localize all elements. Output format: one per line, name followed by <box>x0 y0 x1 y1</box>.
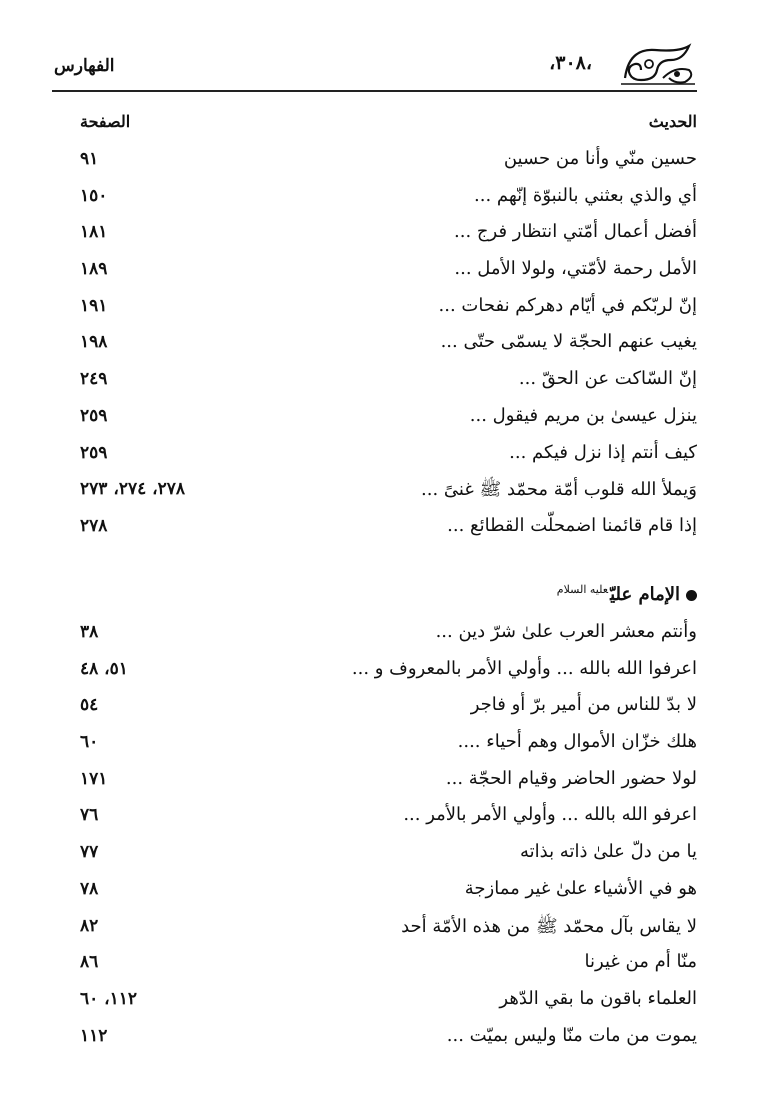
page-reference: ١٩٨ <box>80 332 108 353</box>
index-row <box>80 144 697 181</box>
page-reference: ١٧١ <box>80 768 108 789</box>
index-row <box>80 984 697 1021</box>
hadith-text: لولا حضور الحاضر وقيام الحجّة ... <box>445 767 697 789</box>
hadith-text: أفضل أعمال أمّتي انتظار فرج ... <box>454 221 697 243</box>
index-row <box>80 327 697 364</box>
index-row <box>80 911 697 948</box>
page-reference: ٧٦ <box>80 805 99 826</box>
column-headers <box>80 112 697 138</box>
page-reference: ٥١، ٤٨ <box>80 658 128 679</box>
page-reference: ١٨١ <box>80 222 108 243</box>
index-row <box>80 401 697 438</box>
page-reference: ١٩١ <box>80 295 108 316</box>
hadith-text: وأنتم معشر العرب علىٰ شرّ دين ... <box>435 621 697 642</box>
index-row <box>80 474 697 511</box>
hadith-text: إذا قام قائمنا اضمحلّت القطائع ... <box>447 514 697 536</box>
hadith-text: كيف أنتم إذا نزل فيكم ... <box>509 441 697 463</box>
hadith-text: وَيملأ الله قلوب أمّة محمّد ﷺ غنىً ... <box>421 479 697 501</box>
hadith-text: لا يقاس بآل محمّد ﷺ من هذه الأمّة أحد <box>401 915 697 937</box>
hadith-text: اعرفوا الله بالله ... وأولي الأمر بالمعروف و ... <box>351 657 697 679</box>
page-reference: ٨٦ <box>80 952 99 973</box>
index-row <box>80 947 697 984</box>
index-row <box>80 874 697 911</box>
page-reference: ٢٧٨ <box>80 515 108 536</box>
section-title: الإمام عليّ <box>610 584 680 605</box>
page-reference: ١٨٩ <box>80 259 108 280</box>
hadith-text: إنّ لربّكم في أيّام دهركم نفحات ... <box>438 294 697 316</box>
hadith-text: يموت من مات منّا وليس بميّت ... <box>446 1024 697 1046</box>
page-reference: ٢٥٩ <box>80 442 108 463</box>
page-column-header: الصفحة <box>80 112 131 131</box>
index-row <box>80 1021 697 1058</box>
index-row <box>80 654 697 691</box>
index-row <box>80 690 697 727</box>
index-row <box>80 617 697 654</box>
hadith-text: حسين منّي وأنا من حسين <box>503 148 697 169</box>
index-row <box>80 217 697 254</box>
index-row <box>80 511 697 548</box>
page-reference: ١١٢، ٦٠ <box>80 988 138 1009</box>
index-row <box>80 764 697 801</box>
page-reference: ٦٠ <box>80 732 99 753</box>
running-title: الفهارس <box>54 56 115 76</box>
hadith-text: هلك خزّان الأموال وهم أحياء .... <box>457 731 697 753</box>
index-row <box>80 727 697 764</box>
imam-ali-index-list <box>80 617 697 1057</box>
page-reference: ٢٤٩ <box>80 369 108 390</box>
page-reference: ١٥٠ <box>80 185 108 206</box>
index-row <box>80 254 697 291</box>
hadith-text: اعرفو الله بالله ... وأولي الأمر بالأمر ... <box>403 804 697 826</box>
hadith-text: منّا أم من غيرنا <box>584 951 697 973</box>
page-reference: ٢٧٨، ٢٧٤، ٢٧٣ <box>80 479 186 500</box>
index-row <box>80 800 697 837</box>
hadith-text: هو في الأشياء علىٰ غير ممازجة <box>464 877 697 899</box>
index-row <box>80 291 697 328</box>
hadith-text: إنّ السّاكت عن الحقّ ... <box>518 368 697 390</box>
hadith-text: يا من دلّ علىٰ ذاته بذاته <box>519 841 697 863</box>
hadith-text: يغيب عنهم الحجّة لا يسمّى حتّى ... <box>440 331 697 353</box>
hadith-text: لا بدّ للناس من أمير برّ أو فاجر <box>470 694 697 716</box>
index-row <box>80 438 697 475</box>
page-number: ،٣٠٨، <box>549 52 592 74</box>
hadith-index-list <box>80 144 697 548</box>
page-reference: ٥٤ <box>80 695 99 716</box>
index-row <box>80 364 697 401</box>
page-header <box>52 38 697 92</box>
hadith-text: الأمل رحمة لأمّتي، ولولا الأمل ... <box>454 258 697 280</box>
hadith-text: أي والذي بعثني بالنبوّة إنّهم ... <box>474 184 697 206</box>
honorific-text: عليه السلام <box>556 583 609 596</box>
page-reference: ٧٧ <box>80 842 99 863</box>
decorative-ornament-icon <box>619 40 697 86</box>
page-reference: ٣٨ <box>80 622 99 642</box>
page-reference: ٢٥٩ <box>80 405 108 426</box>
bullet-icon <box>686 590 697 601</box>
page-reference: ١١٢ <box>80 1025 108 1046</box>
page-reference: ٩١ <box>80 149 99 169</box>
hadith-column-header: الحديث <box>648 112 697 131</box>
page-reference: ٨٢ <box>80 915 99 936</box>
index-row <box>80 837 697 874</box>
hadith-text: ينزل عيسىٰ بن مريم فيقول ... <box>469 404 697 426</box>
hadith-text: العلماء باقون ما بقي الدّهر <box>499 987 697 1009</box>
section-heading-imam-ali <box>557 583 697 605</box>
index-row <box>80 181 697 218</box>
page-reference: ٧٨ <box>80 878 99 899</box>
